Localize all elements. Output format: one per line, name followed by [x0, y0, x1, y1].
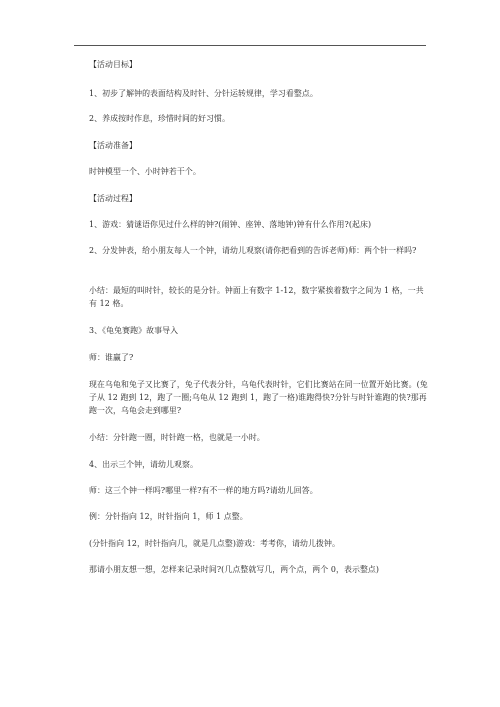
paragraph-step-2-text: 2、分发钟表，给小朋友每人一个钟，请幼儿观察(请你把看到的告诉老师)师：两个针一样吗?: [89, 246, 417, 255]
paragraph-summary-2: 小结：分针跑一圈，时针跑一格，也就是一小时。: [89, 433, 265, 442]
heading-activity-preparation: 【活动准备】: [89, 141, 137, 150]
paragraph-goal-2: 2、养成按时作息，珍惜时间的好习惯。: [89, 114, 230, 123]
paragraph-teacher-question: 师：谁赢了?: [89, 353, 134, 362]
paragraph-step-3: 3、《龟兔赛跑》故事导入: [89, 326, 179, 335]
heading-activity-goals: 【活动目标】: [89, 60, 137, 69]
paragraph-game: (分针指向 12，时针指向几，就是几点整)游戏：考考你，请幼儿拨钟。: [89, 539, 340, 548]
paragraph-goal-1: 1、初步了解钟的表面结构及时针、分针运转规律，学习看整点。: [89, 89, 318, 98]
paragraph-step-2: [89, 244, 429, 257]
paragraph-race-story: [89, 378, 429, 417]
paragraph-three-clocks: 师：这三个钟一样吗?哪里一样?有不一样的地方吗?请幼儿回答。: [89, 486, 318, 495]
paragraph-summary-1-text: 小结：最短的叫时针，较长的是分针。钟面上有数字 1-12，数字紧挨着数字之间为 1 格，一共有 12 格。: [89, 286, 424, 308]
header-rule: [74, 45, 426, 46]
heading-activity-process: 【活动过程】: [89, 194, 137, 203]
paragraph-record-time: 那请小朋友想一想，怎样来记录时间?(几点整就写几，两个点，两个 0，表示整点): [89, 565, 380, 574]
paragraph-race-story-text: 现在乌龟和兔子又比赛了，兔子代表分针，乌龟代表时针，它们比赛站在同一位置开始比赛。(兔子从 12 跑到 12，跑了一圈;乌龟从 12 跑到 1，跑了一格)谁跑得快?分针与时针谁跑的快?那再跑一次，乌龟会走到哪里?: [89, 380, 428, 415]
paragraph-step-1: 1、游戏：猜谜语你见过什么样的钟?(闹钟、座钟、落地钟)钟有什么作用?(起床): [89, 220, 372, 229]
paragraph-preparation: 时钟模型一个、小时钟若干个。: [89, 167, 201, 176]
paragraph-step-4: 4、出示三个钟，请幼儿观察。: [89, 460, 198, 469]
paragraph-summary-1: [89, 284, 429, 310]
paragraph-example: 例：分针指向 12，时针指向 1，师 1 点整。: [89, 512, 248, 521]
